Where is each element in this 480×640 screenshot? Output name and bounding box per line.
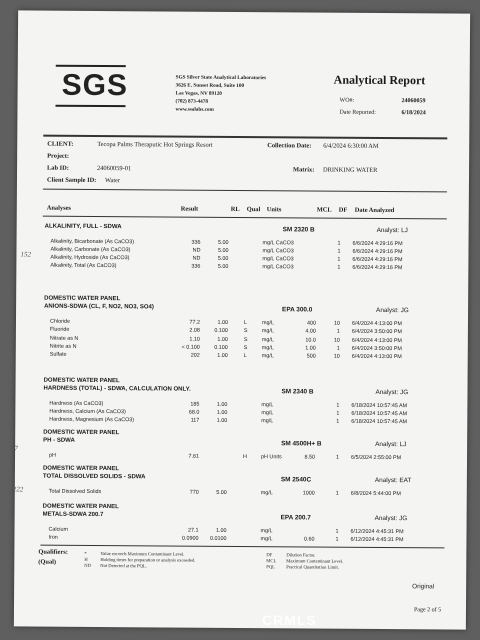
cell-units: mg/L	[261, 402, 274, 409]
cell-mcl: 10.0	[305, 337, 316, 344]
section-title	[43, 465, 146, 482]
cell-analyte: pH	[49, 452, 56, 459]
section-title	[43, 377, 190, 394]
cell-rl: 0.100	[214, 328, 228, 335]
cell-analyte: Hardness, Magnesium (As CaCO3)	[49, 416, 135, 424]
cell-rl: 1.00	[217, 336, 228, 343]
sgs-logo: SGS	[61, 68, 129, 103]
cell-result: 0.0900	[181, 535, 199, 542]
cell-rl: 1.00	[216, 401, 228, 408]
col-units: Units	[266, 206, 282, 214]
collection-label: Collection Date:	[267, 142, 312, 150]
method-label: EPA 300.0	[282, 306, 313, 314]
section-title	[45, 223, 122, 232]
qualifier-notes-right	[286, 552, 343, 570]
handwritten-note: 152	[20, 250, 31, 259]
cell-mcl: 1000	[302, 490, 315, 497]
report-title: Analytical Report	[333, 72, 426, 88]
section-title-line: TOTAL DISSOLVED SOLIDS - SDWA	[42, 473, 146, 481]
cell-df: 1	[336, 454, 340, 461]
page-number: Page 2 of 5	[413, 607, 442, 614]
cell-mcl: 500	[306, 353, 316, 360]
note: Holding times for preparation or analysis exceeded.	[100, 557, 196, 563]
cell-rl: 5.00	[217, 247, 229, 254]
section-title	[43, 503, 119, 520]
cell-analyte: Fluoride	[49, 326, 70, 334]
cell-rl: 0.0100	[209, 535, 227, 542]
cell-analyte: Hardness, Calcium (As CaCO3)	[49, 408, 126, 416]
section-title-line: METALS-SDWA 200.7	[42, 511, 104, 519]
date-reported-label: Date Reported:	[339, 109, 376, 116]
analyst-label: Analyst: EAT	[374, 476, 412, 485]
method-label: SM 2340 B	[281, 388, 314, 396]
cell-result: 336	[191, 263, 201, 270]
handwritten-note: 7.7	[9, 444, 18, 453]
cell-result: 770	[189, 489, 199, 496]
cell-units: pH Units	[261, 454, 282, 461]
analyst-label: Analyst: LJ	[375, 440, 407, 449]
cell-units: mg/L CaCO3	[262, 256, 294, 263]
cell-qual: H	[243, 454, 247, 461]
cell-units: mg/L	[261, 336, 274, 343]
cell-units: mg/L	[260, 528, 273, 535]
note: Not Detected at the PQL.	[100, 563, 147, 569]
lab-city: Las Vegas, NV 89120	[175, 90, 222, 97]
section-title-line: DOMESTIC WATER PANEL	[43, 377, 120, 385]
cell-result: 7.61	[188, 453, 200, 460]
cell-df: 1	[335, 536, 339, 543]
cell-qual: S	[243, 328, 248, 335]
wo-label: WO#:	[339, 97, 355, 104]
original-stamp: Original	[412, 583, 435, 591]
cell-df: 1	[336, 410, 340, 417]
col-result: Result	[180, 205, 199, 213]
watermark: CRMLS	[262, 612, 317, 628]
cell-result: ND	[192, 247, 201, 254]
cell-result: 2.08	[189, 327, 200, 335]
cell-units: mg/L	[261, 328, 274, 335]
cell-units: mg/L	[260, 490, 273, 497]
cell-result: 202	[190, 352, 200, 359]
cell-df: 1	[337, 248, 341, 255]
cell-df: 1	[337, 256, 341, 263]
client-label: CLIENT:	[47, 140, 74, 148]
col-qual: Qual	[246, 206, 261, 214]
cell-date: 6/6/2024 4:29:16 PM	[352, 240, 403, 248]
code: PQL	[266, 564, 275, 570]
table-row	[50, 352, 450, 363]
cell-qual: S	[243, 336, 248, 343]
table-row	[49, 453, 449, 464]
cell-date: 6/18/2024 10:57:45 AM	[351, 402, 408, 410]
cell-mcl: 1.00	[305, 345, 316, 352]
matrix-value: DRINKING WATER	[323, 166, 378, 174]
section-title-line: ANIONS-SDWA (CL, F, NO2, NO3, SO4)	[44, 303, 154, 311]
cell-date: 6/4/2024 3:50:00 PM	[351, 345, 402, 353]
section-title	[43, 429, 119, 446]
cell-units: mg/L CaCO3	[262, 240, 294, 247]
section-title	[44, 295, 154, 312]
cell-df: 1	[336, 328, 340, 335]
note: Practical Quantitation Limit.	[286, 564, 339, 570]
cell-date: 6/18/2024 10:57:45 AM	[351, 410, 408, 418]
date-reported-value: 6/18/2024	[401, 110, 426, 117]
cell-rl: 1.00	[216, 409, 228, 416]
cell-date: 6/12/2024 4:45:31 PM	[350, 536, 404, 544]
cell-rl: 0.100	[214, 344, 228, 351]
cell-result: 336	[191, 239, 201, 246]
section-title-line: DOMESTIC WATER PANEL	[42, 503, 119, 511]
qualifier-codes-right	[266, 552, 276, 570]
cell-date: 6/4/2024 4:13:00 PM	[351, 320, 403, 328]
lab-street: 3626 E. Sunset Road, Suite 100	[175, 82, 245, 90]
cell-rl: 1.00	[217, 353, 228, 360]
qualifier-codes-left	[84, 551, 91, 569]
cell-units: mg/L	[261, 345, 274, 352]
note: Value exceeds Maximum Contaminant Level.	[100, 551, 185, 557]
matrix-label: Matrix:	[293, 166, 315, 174]
qualifier-notes-left	[100, 551, 195, 570]
cell-date: 6/18/2024 10:57:45 AM	[351, 418, 408, 426]
cell-units: mg/L	[261, 353, 274, 360]
cell-df: 1	[335, 528, 339, 535]
table-row	[48, 535, 448, 546]
table-row	[49, 489, 449, 500]
cell-result: 1.10	[189, 336, 200, 343]
cell-units: mg/L CaCO3	[262, 248, 294, 255]
cell-units: mg/L CaCO3	[262, 264, 294, 271]
cell-df: 1	[337, 264, 341, 271]
cell-units: mg/L	[261, 320, 274, 327]
cell-df: 1	[336, 402, 340, 409]
cell-analyte: Total Dissolved Solids	[48, 488, 102, 496]
code: MCL	[266, 558, 277, 564]
code: DF	[266, 552, 273, 558]
cell-rl: 5.00	[216, 489, 227, 496]
cell-date: 6/6/2024 4:29:16 PM	[352, 256, 403, 264]
cell-analyte: Iron	[48, 534, 58, 541]
code: ND	[84, 562, 91, 568]
cell-qual: S	[243, 344, 248, 351]
cell-df: 10	[333, 337, 340, 344]
cell-analyte: Chloride	[49, 318, 71, 325]
col-analyses: Analyses	[46, 204, 71, 212]
method-label: EPA 200.7	[280, 514, 311, 522]
cell-rl: 5.00	[218, 239, 229, 246]
cell-date: 6/8/2024 5:44:00 PM	[350, 490, 401, 498]
col-date-analyzed: Date Analyzed	[354, 206, 395, 215]
lab-id-label: Lab ID:	[47, 164, 69, 172]
project-label: Project:	[47, 152, 70, 160]
lab-phone: (702) 873-4478	[175, 98, 208, 105]
col-rl: RL	[230, 205, 240, 213]
cell-result: 117	[190, 417, 200, 424]
cell-result: ND	[192, 255, 201, 262]
method-label: SM 2320 B	[282, 226, 315, 234]
divider	[43, 189, 447, 193]
cell-rl: 5.00	[217, 255, 229, 262]
cell-analyte: Hardness (As CaCO3)	[49, 400, 104, 408]
cell-df: 1	[336, 345, 340, 352]
wo-value: 24060059	[401, 98, 426, 105]
method-label: SM 4500H+ B	[281, 440, 322, 448]
cell-date: 6/5/2024 2:55:00 PM	[351, 454, 402, 462]
cell-df: 1	[336, 418, 340, 425]
cell-analyte: Nitrite as N	[49, 343, 77, 350]
cell-units: mg/L	[261, 410, 274, 417]
section-title-line: HARDNESS (TOTAL) - SDWA, CALCULATION ONLY.	[43, 385, 191, 393]
analyst-label: Analyst: JG	[375, 388, 409, 397]
lab-name: SGS Silver State Analytical Laboratories	[175, 74, 267, 82]
lab-website: www.ssalabs.com	[175, 106, 214, 113]
cell-units: mg/L	[260, 536, 273, 543]
divider	[43, 216, 447, 220]
cell-mcl: 4.00	[305, 328, 316, 335]
code: *	[84, 550, 87, 556]
divider	[43, 135, 447, 140]
cell-qual: L	[243, 353, 247, 360]
table-row	[49, 417, 449, 428]
cell-df: 10	[333, 320, 340, 327]
analyst-label: Analyst: JG	[374, 514, 408, 523]
col-df: DF	[338, 206, 348, 214]
cell-result: 68.0	[188, 409, 200, 416]
cell-analyte: Alkalinity, Hydroxide (As CaCO3)	[50, 254, 130, 262]
cell-rl: 5.00	[217, 263, 229, 270]
cell-df: 10	[333, 353, 340, 360]
cell-units: mg/L	[261, 418, 274, 425]
cell-rl: 1.00	[217, 319, 229, 326]
qual-label: (Qual)	[38, 558, 57, 566]
section-title-line: ALKALINITY, FULL - SDWA	[44, 223, 122, 231]
sample-id-value: Water	[104, 177, 121, 185]
cell-rl: 1.00	[216, 527, 227, 534]
section-title-line: PH - SDWA	[43, 437, 75, 444]
cell-df: 1	[335, 490, 339, 497]
cell-mcl: 400	[306, 320, 316, 327]
lab-id-value: 24060059-01	[97, 164, 132, 173]
qualifiers-label: Qualifiers:	[38, 548, 68, 556]
handwritten-note: 222	[12, 485, 24, 494]
cell-result: 77.2	[189, 319, 201, 326]
cell-rl: 1.00	[216, 417, 228, 424]
work-order-block	[339, 95, 426, 119]
cell-mcl: 0.60	[303, 536, 315, 543]
cell-analyte: Nitrate as N	[49, 335, 79, 342]
section-title-line: DOMESTIC WATER PANEL	[44, 295, 121, 303]
cell-date: 6/4/2024 3:50:00 PM	[351, 329, 403, 336]
col-mcl: MCL	[316, 206, 332, 214]
table-row	[50, 263, 450, 274]
cell-date: 6/4/2024 4:13:00 PM	[351, 353, 402, 361]
analyst-label: Analyst: LJ	[376, 226, 408, 235]
cell-analyte: Alkalinity, Total (As CaCO3)	[50, 262, 117, 270]
cell-analyte: Sulfate	[49, 351, 67, 358]
section-title-line: DOMESTIC WATER PANEL	[42, 465, 120, 473]
cell-result: < 0.100	[181, 344, 200, 351]
lab-address	[175, 74, 266, 115]
cell-analyte: Alkalinity, Bicarbonate (As CaCO3)	[50, 238, 135, 246]
report-sheet	[9, 10, 470, 629]
cell-date: 6/6/2024 4:29:16 PM	[352, 264, 403, 272]
cell-result: 185	[190, 401, 200, 408]
cell-df: 1	[337, 240, 341, 247]
cell-date: 6/4/2024 4:13:00 PM	[351, 337, 402, 344]
cell-mcl: 8.50	[304, 454, 316, 461]
section-title-line: DOMESTIC WATER PANEL	[43, 429, 120, 437]
note: Maximum Contaminant Level.	[286, 558, 344, 564]
collection-value: 6/4/2024 6:30:00 AM	[323, 142, 379, 150]
client-value: Tecopa Palms Theraputic Hot Springs Resort	[97, 140, 213, 149]
cell-date: 6/12/2024 4:45:31 PM	[350, 528, 404, 536]
cell-qual: L	[243, 320, 247, 327]
divider	[40, 545, 444, 549]
sample-id-label: Client Sample ID:	[46, 176, 97, 184]
note: Dilution Factor.	[286, 552, 316, 558]
analyst-label: Analyst: JG	[376, 306, 409, 315]
method-label: SM 2540C	[280, 476, 312, 484]
cell-analyte: Calcium	[48, 526, 69, 533]
code: H	[84, 556, 88, 562]
cell-analyte: Alkalinity, Carbonate (As CaCO3)	[50, 246, 131, 254]
cell-result: 27.1	[188, 527, 199, 534]
cell-date: 6/6/2024 4:29:16 PM	[352, 248, 403, 256]
